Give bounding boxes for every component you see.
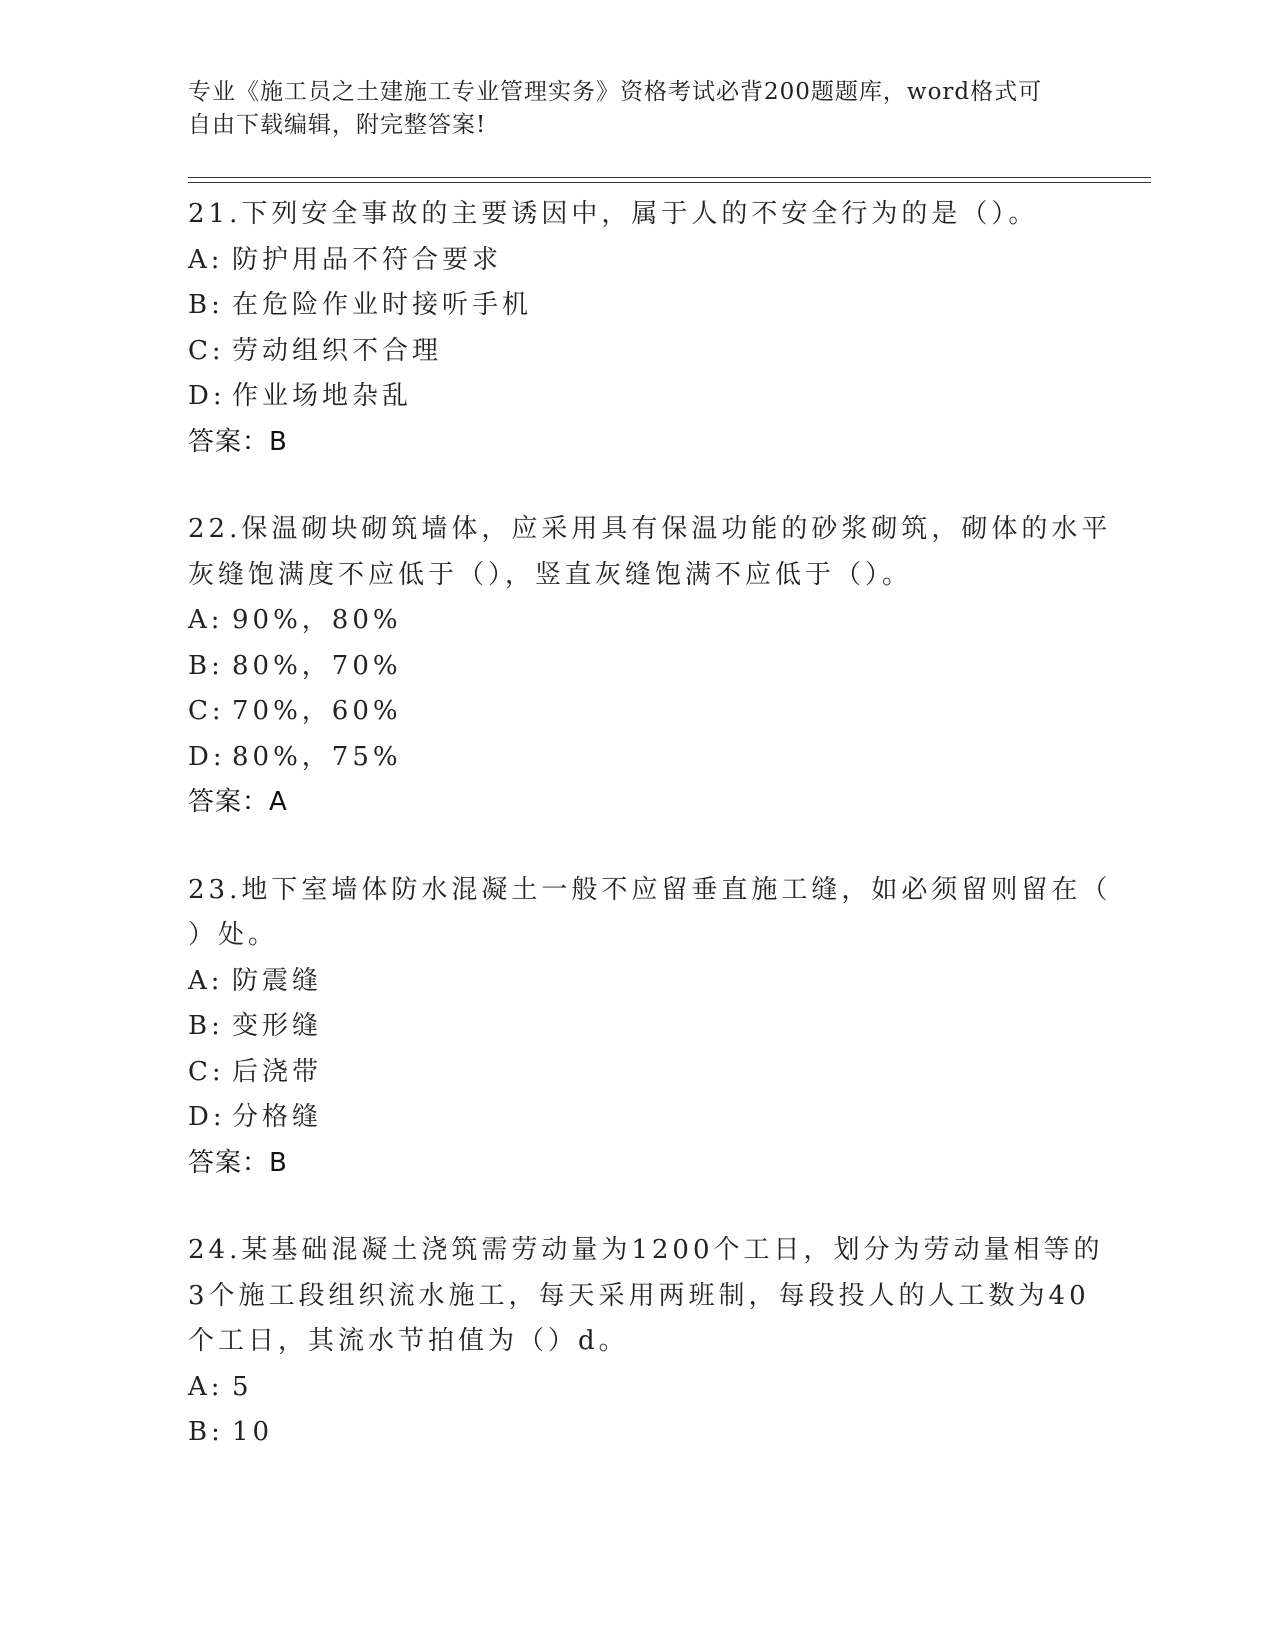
option-row [188,1410,1088,1456]
option-row [188,238,1088,284]
question-stem-line: 23.地下室墙体防水混凝土一般不应留垂直施工缝，如必须留则留在（ [188,874,1112,905]
answer-line: 答案：B [188,426,288,457]
option-row [188,598,1088,644]
question-block [188,507,1112,826]
option-key: A: [188,605,224,635]
option-key: C: [188,335,225,366]
answer-line: 答案：B [188,1147,288,1178]
question-stem-line: 21.下列安全事故的主要诱因中，属于人的不安全行为的是（）。 [188,199,1039,229]
option-row [188,1004,1088,1050]
question-stem-line: 22.保温砌块砌筑墙体，应采用具有保温功能的砂浆砌筑，砌体的水平 [188,514,1112,544]
option-row [188,374,1088,420]
option-key: D: [188,741,226,772]
option-text: 后浇带 [232,1056,323,1087]
header-divider-bottom [188,182,1151,183]
question-block [188,868,1112,1187]
document-header [188,76,1068,142]
option-key: D: [188,1102,226,1132]
option-key: B: [188,1011,224,1041]
question-stem-line: 24.某基础混凝土浇筑需劳动量为1200个工日，划分为劳动量相等的 [188,1235,1104,1265]
option-text: 防震缝 [232,965,323,996]
option-text: 80%，75% [232,741,402,772]
option-key: C: [188,1056,225,1087]
option-key: D: [188,381,226,411]
option-row [188,283,1088,329]
option-text: 70%，60% [232,696,402,726]
question-block [188,1228,1104,1456]
question-stem-line: 灰缝饱满度不应低于（），竖直灰缝饱满不应低于（）。 [188,559,913,590]
answer-line: 答案：A [188,787,288,817]
option-row [188,1365,1088,1411]
option-text: 5 [232,1371,253,1402]
option-key: B: [188,290,224,320]
option-row [188,689,1088,735]
option-key: C: [188,696,225,726]
option-row [188,1050,1088,1096]
option-text: 80%，70% [232,650,402,681]
option-row [188,735,1088,781]
option-text: 分格缝 [232,1102,323,1132]
option-key: A: [188,244,224,275]
option-text: 在危险作业时接听手机 [232,290,533,320]
option-row [188,959,1088,1005]
option-row [188,644,1088,690]
option-text: 劳动组织不合理 [232,335,443,366]
option-text: 作业场地杂乱 [232,381,413,411]
question-list [188,192,1112,1498]
option-text: 10 [232,1417,274,1447]
question-stem-line: ）处。 [188,920,279,950]
option-key: B: [188,1417,224,1447]
header-line-2: 自由下载编辑，附完整答案! [188,112,487,138]
question-stem-line: 个工日，其流水节拍值为（）d。 [188,1326,629,1356]
option-row [188,1095,1088,1141]
question-stem-line: 3个施工段组织流水施工，每天采用两班制，每段投人的人工数为40 [188,1280,1090,1311]
option-key: A: [188,1371,224,1402]
question-block [188,192,1088,465]
header-line-1: 专业《施工员之土建施工专业管理实务》资格考试必背200题题库，word格式可 [188,79,1043,105]
option-text: 变形缝 [232,1011,323,1041]
option-key: B: [188,650,224,681]
option-key: A: [188,965,224,996]
header-divider-top [188,177,1151,178]
option-text: 防护用品不符合要求 [232,244,503,275]
option-row [188,329,1088,375]
option-text: 90%，80% [232,605,402,635]
